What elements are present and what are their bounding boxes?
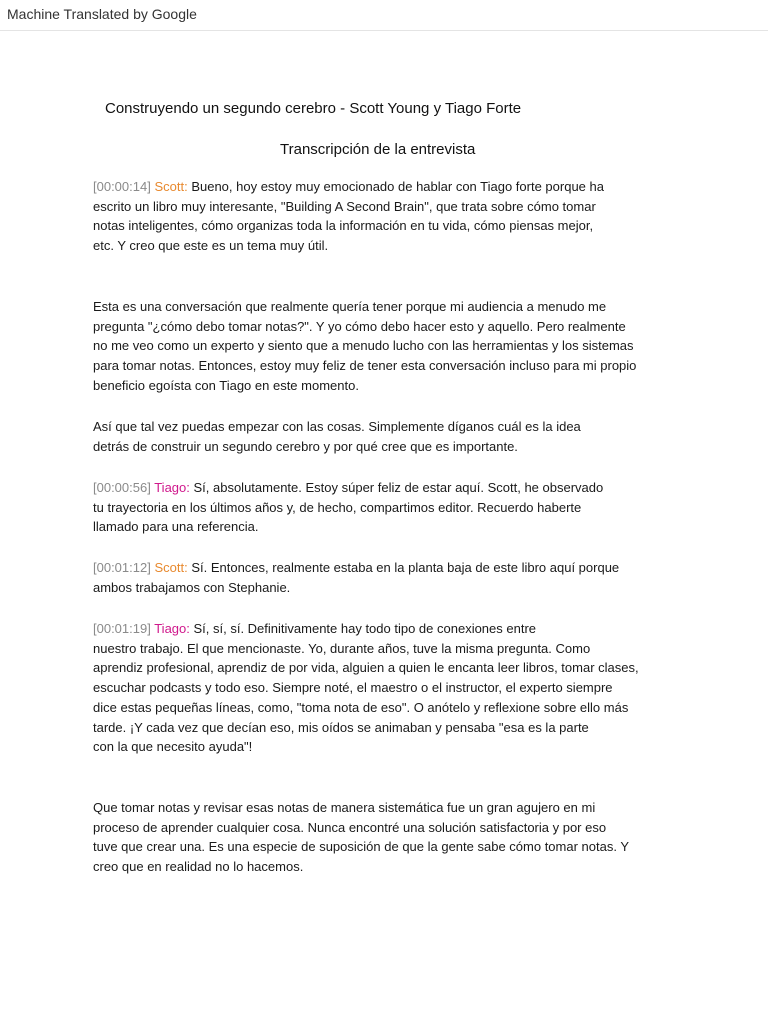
paragraph-line: para tomar notas. Entonces, estoy muy feliz de tener esta conversación incluso para mi propio — [93, 358, 637, 374]
speaker-scott: Scott: — [154, 179, 188, 194]
paragraph-line: escrito un libro muy interesante, "Building A Second Brain", que trata sobre cómo tomar — [93, 198, 596, 214]
paragraph-line — [93, 558, 683, 578]
translation-header — [0, 0, 768, 31]
document-subtitle: Transcripción de la entrevista — [280, 141, 476, 158]
paragraph-line: tu trayectoria en los últimos años y, de hecho, compartimos editor. Recuerdo haberte — [93, 499, 582, 515]
transcript-paragraph — [93, 619, 683, 757]
paragraph-line: Esta es una conversación que realmente quería tener porque mi audiencia a menudo me — [93, 299, 607, 314]
paragraph-line: dice estas pequeñas líneas, como, "toma nota de eso". O anótelo y reflexione sobre ello más — [93, 699, 629, 715]
line-text: Bueno, hoy estoy muy emocionado de hablar con Tiago forte porque ha — [187, 179, 604, 194]
line-text: Sí, sí, sí. Definitivamente hay todo tipo de conexiones entre — [189, 621, 537, 636]
paragraph-line: Que tomar notas y revisar esas notas de manera sistemática fue un gran agujero en mi — [93, 800, 596, 815]
paragraph-line: etc. Y creo que este es un tema muy útil. — [93, 238, 329, 254]
speaker-scott: Scott: — [154, 560, 188, 575]
line-text: Sí, absolutamente. Estoy súper feliz de estar aquí. Scott, he observado — [189, 480, 604, 495]
paragraph-line: notas inteligentes, cómo organizas toda la información en tu vida, cómo piensas mejor, — [93, 218, 594, 234]
speaker-tiago: Tiago: — [154, 480, 190, 495]
paragraph-line: beneficio egoísta con Tiago en este momento. — [93, 377, 359, 393]
timestamp: [00:01:19] — [93, 621, 151, 636]
transcript-paragraph — [93, 177, 683, 256]
paragraph-line: nuestro trabajo. El que mencionaste. Yo, durante años, tuve la misma pregunta. Como — [93, 640, 591, 656]
paragraph-line: con la que necesito ayuda"! — [93, 739, 253, 755]
paragraph-line: tarde. ¡Y cada vez que decían eso, mis oídos se animaban y pensaba "esa es la parte — [93, 719, 589, 735]
paragraph-line — [93, 177, 683, 197]
paragraph-line — [93, 619, 683, 639]
timestamp: [00:00:56] — [93, 480, 151, 495]
paragraph-line: no me veo como un experto y siento que a menudo lucho con las herramientas y los sistemas — [93, 338, 634, 354]
machine-translated-label: Machine Translated by Google — [7, 6, 197, 22]
paragraph-line: ambos trabajamos con Stephanie. — [93, 579, 291, 595]
paragraph-line — [93, 478, 683, 498]
timestamp: [00:01:12] — [93, 560, 151, 575]
transcript-paragraph — [93, 558, 683, 597]
transcript-paragraph — [93, 798, 683, 877]
paragraph-line: proceso de aprender cualquier cosa. Nunca encontré una solución satisfactoria y por eso — [93, 819, 607, 835]
transcript-paragraph — [93, 297, 683, 396]
paragraph-line: detrás de construir un segundo cerebro y por qué cree que es importante. — [93, 438, 518, 454]
line-text: Sí. Entonces, realmente estaba en la planta baja de este libro aquí porque — [187, 560, 620, 575]
paragraph-line: llamado para una referencia. — [93, 519, 259, 535]
paragraph-line: tuve que crear una. Es una especie de suposición de que la gente sabe cómo tomar notas. Y — [93, 839, 629, 855]
paragraph-line: pregunta "¿cómo debo tomar notas?". Y yo cómo debo hacer esto y aquello. Pero realmente — [93, 318, 626, 334]
speaker-tiago: Tiago: — [154, 621, 190, 636]
paragraph-line: escuchar podcasts y todo eso. Siempre noté, el maestro o el instructor, el experto siempre — [93, 680, 613, 696]
paragraph-line: Así que tal vez puedas empezar con las cosas. Simplemente díganos cuál es la idea — [93, 419, 581, 434]
paragraph-line: aprendiz profesional, aprendiz de por vida, alguien a quien le encanta leer libros, tomar clases, — [93, 660, 639, 676]
paragraph-line: creo que en realidad no lo hacemos. — [93, 859, 304, 875]
transcript-paragraph — [93, 478, 683, 537]
timestamp: [00:00:14] — [93, 179, 151, 194]
transcript-paragraph — [93, 417, 683, 456]
document-title: Construyendo un segundo cerebro - Scott Young y Tiago Forte — [105, 100, 522, 117]
